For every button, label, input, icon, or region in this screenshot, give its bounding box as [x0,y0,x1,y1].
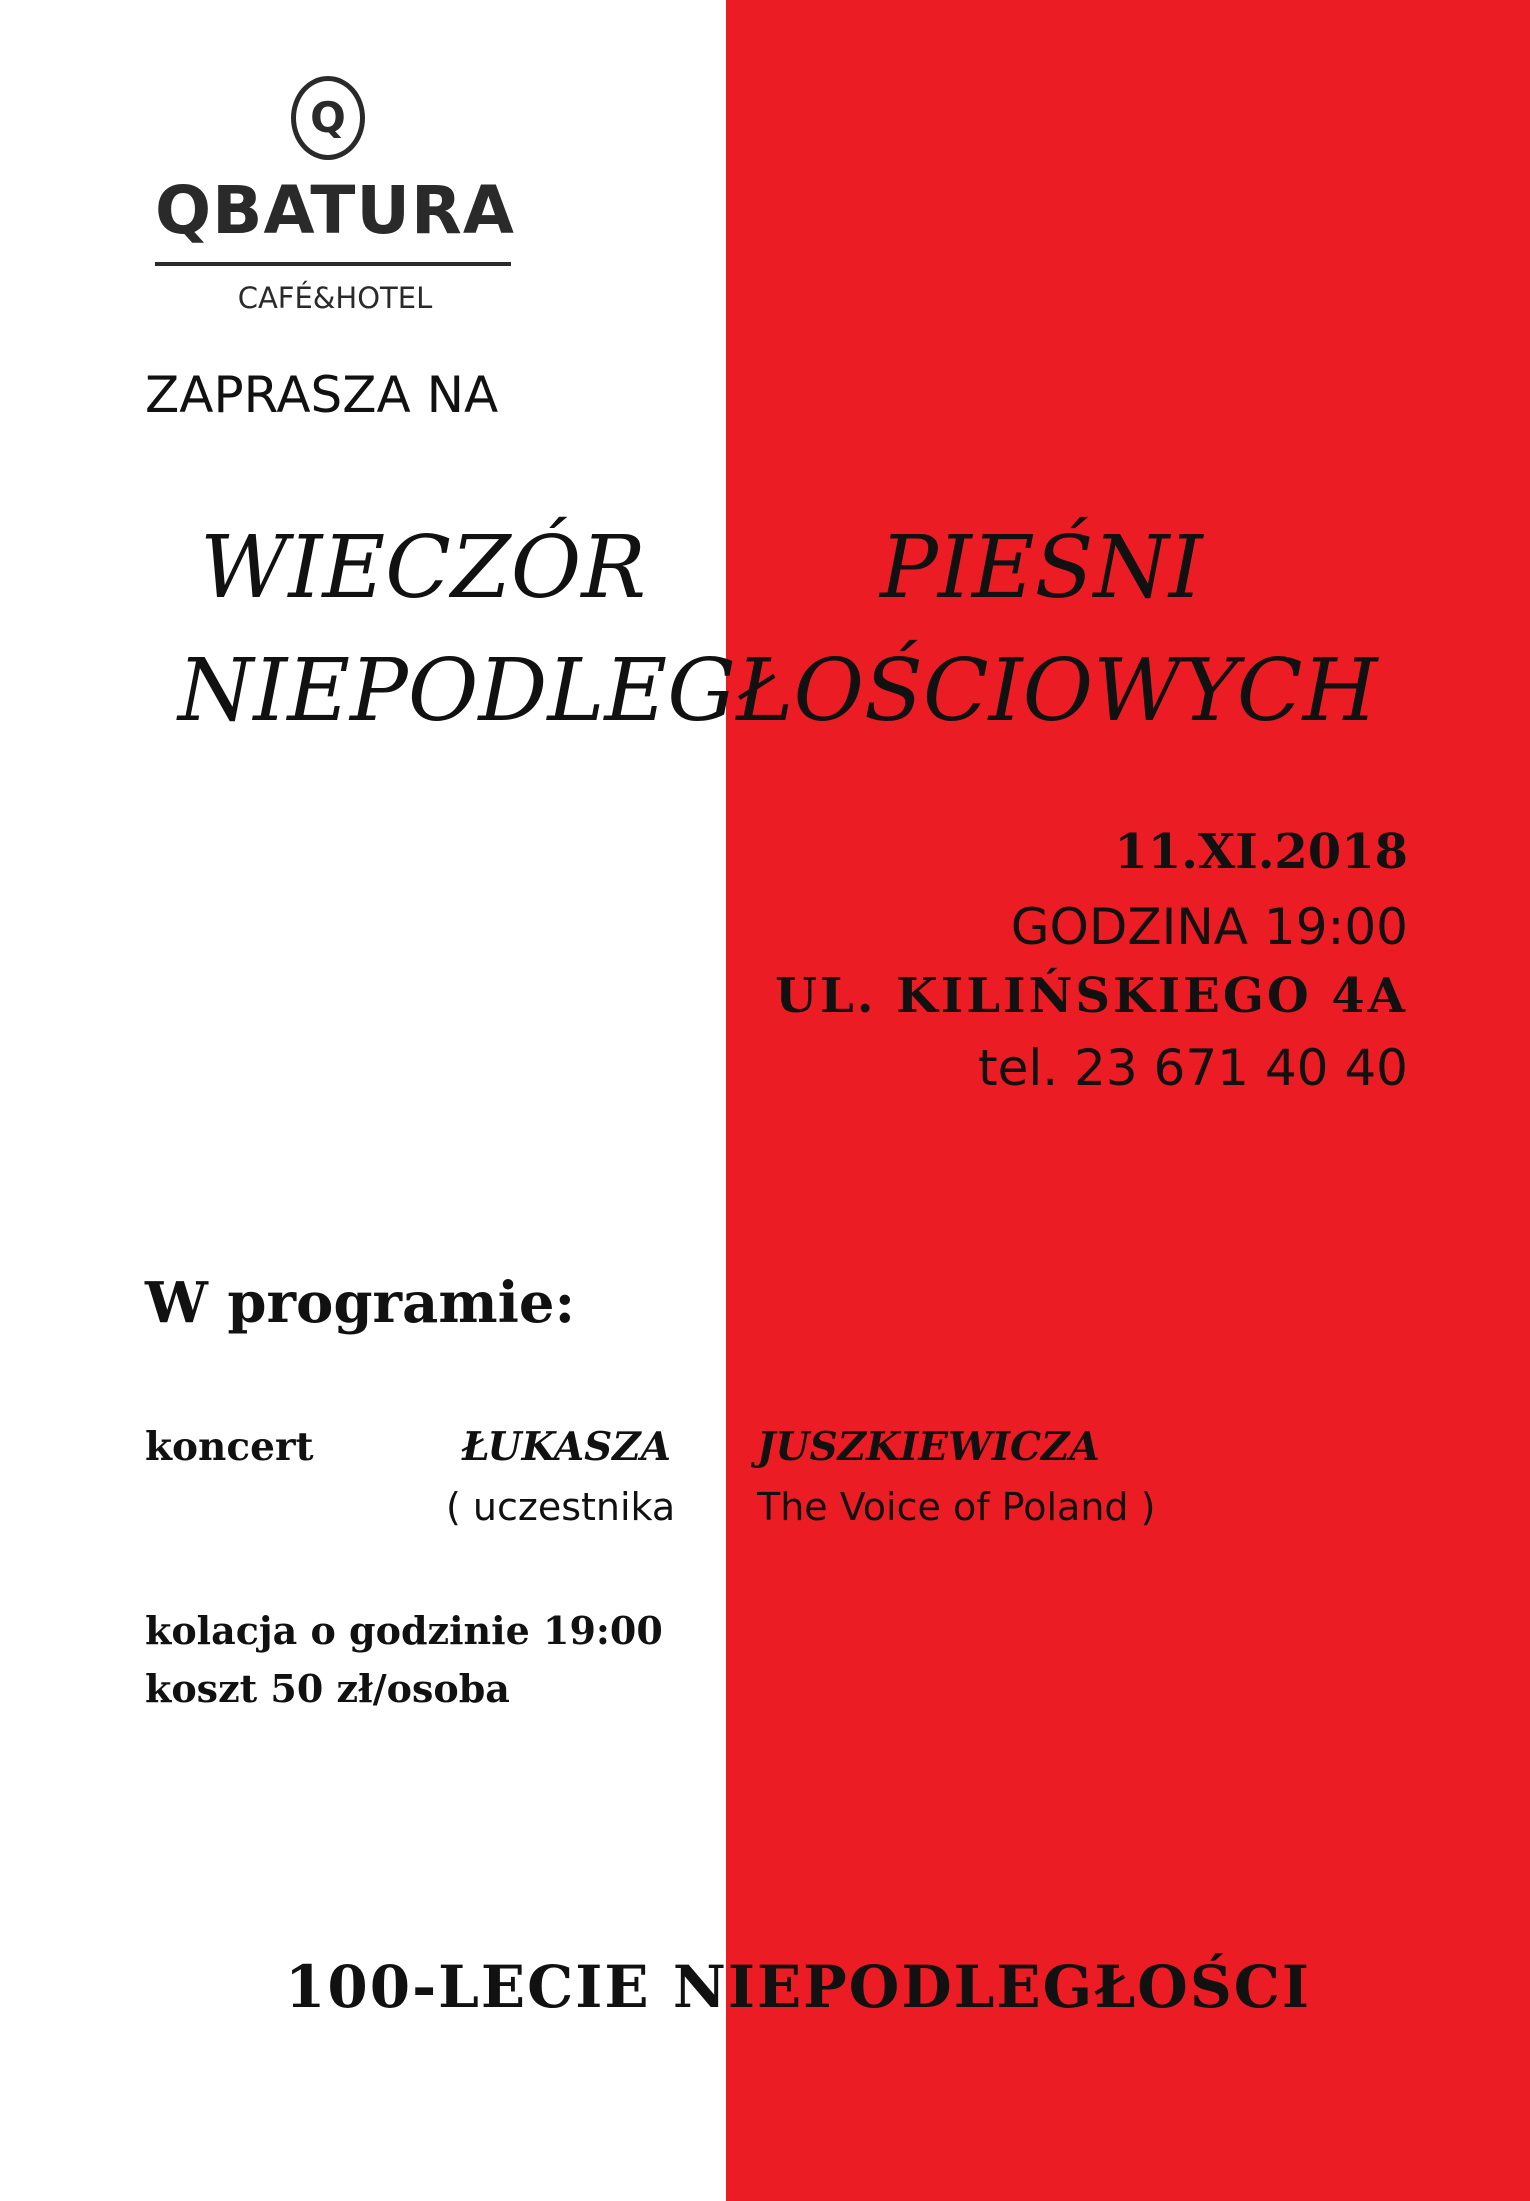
logo-mark: Q [310,93,346,142]
event-address: UL. KILIŃSKIEGO 4A [775,968,1408,1024]
artist-note-part1: ( uczestnika [446,1485,676,1529]
event-date: 11.XI.2018 [1114,824,1408,880]
event-time: GODZINA 19:00 [1010,898,1408,956]
artist-first-name: ŁUKASZA [462,1424,672,1470]
program-heading: W programie: [145,1270,576,1336]
anniversary-banner: 100-LECIE NIEPODLEGŁOŚCI [285,1953,1312,2021]
logo-brand: QBATURA [155,172,515,249]
logo-subtitle: CAFÉ&HOTEL [237,281,433,315]
qbatura-logo-icon [291,76,365,160]
concert-label: koncert [145,1424,314,1470]
event-phone: tel. 23 671 40 40 [977,1039,1408,1097]
invite-text: ZAPRASZA NA [145,366,499,424]
artist-last-name: JUSZKIEWICZA [757,1424,1100,1470]
flag-red-panel [726,0,1530,2201]
logo-divider [155,262,511,266]
title-line-independence: NIEPODLEGŁOŚCIOWYCH [178,641,1378,741]
title-word-evening: WIECZÓR [200,518,646,618]
cost-info: koszt 50 zł/osoba [145,1666,510,1711]
title-word-songs: PIEŚNI [880,518,1203,618]
artist-note-part2: The Voice of Poland ) [757,1485,1156,1529]
dinner-info: kolacja o godzinie 19:00 [145,1608,663,1653]
